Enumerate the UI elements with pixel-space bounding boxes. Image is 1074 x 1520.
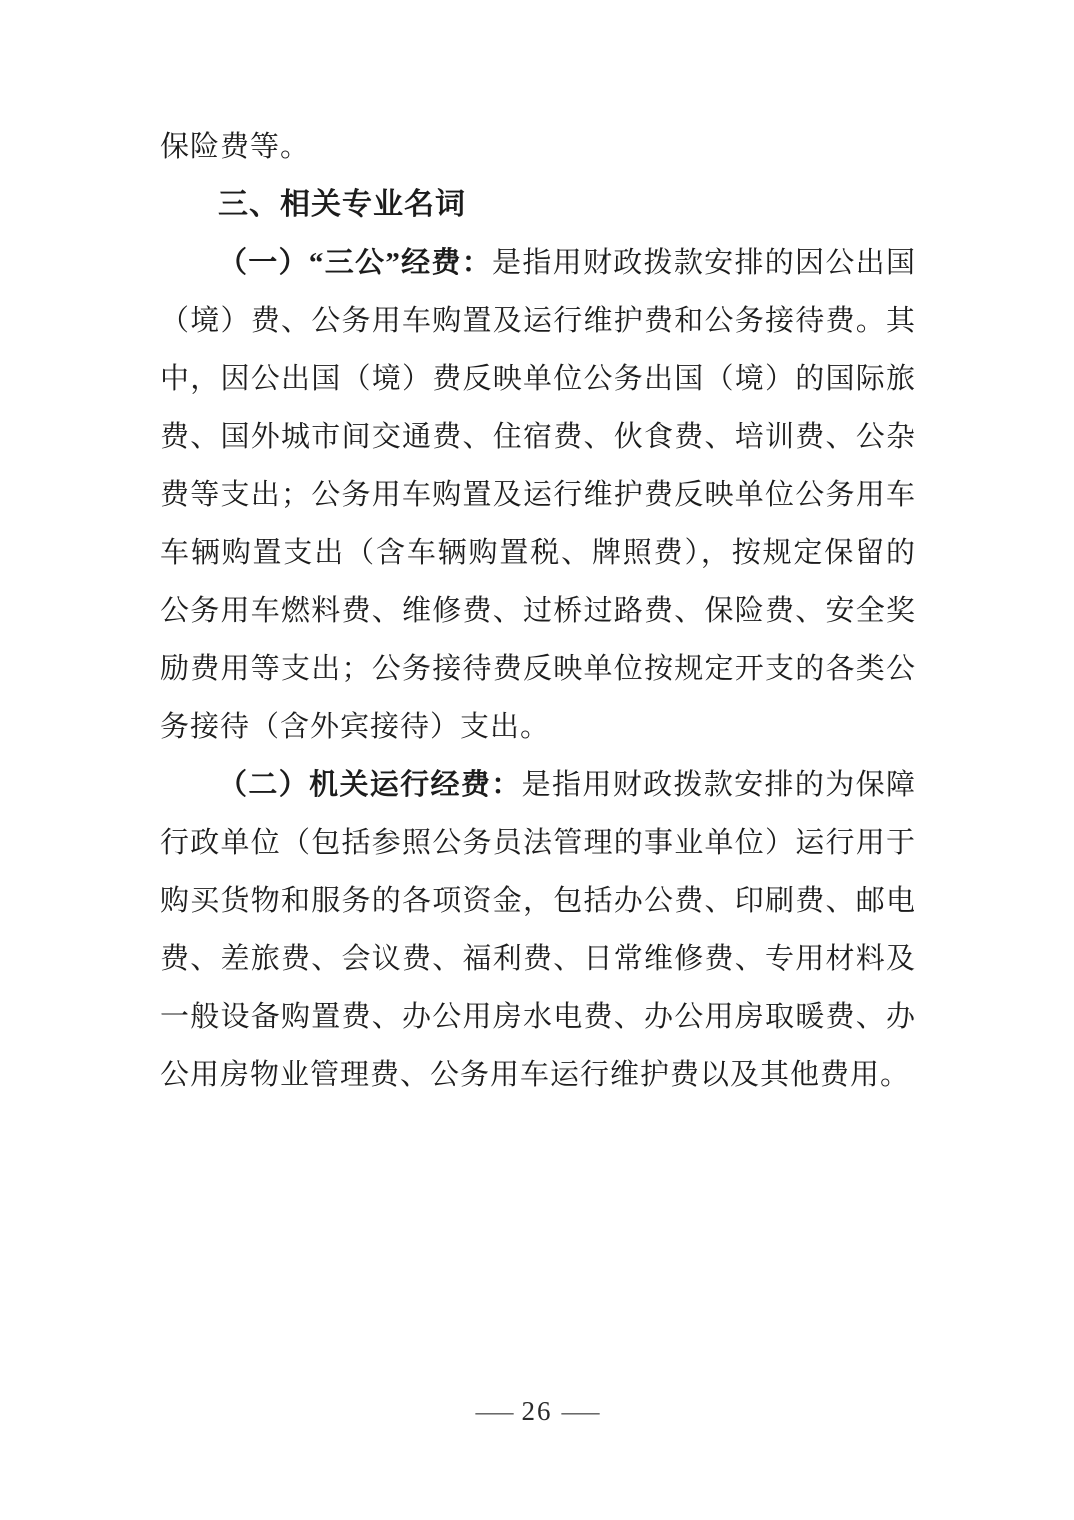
- page-number: 26: [521, 1396, 553, 1426]
- term-paragraph-jiguan: [160, 756, 916, 1104]
- term-lead-sangong: （一）“三公”经费：: [218, 247, 493, 279]
- term-body-sangong: 是指用财政拨款安排的因公出国（境）费、公务用车购置及运行维护费和公务接待费。其中，因公出国（境）费反映单位公务出国（境）的国际旅费、国外城市间交通费、住宿费、伙食费、培训费、公杂费等支出；公务用车购置及运行维护费反映单位公务用车车辆购置支出（含车辆购置税、牌照费），按规定保留的公务用车燃料费、维修费、过桥过路费、保险费、安全奖励费用等支出；公务接待费反映单位按规定开支的各类公务接待（含外宾接待）支出。: [160, 247, 916, 743]
- page-footer: [0, 1396, 1074, 1427]
- document-content: [160, 118, 916, 1104]
- section-heading: 三、相关专业名词: [218, 188, 466, 221]
- term-body-jiguan: 是指用财政拨款安排的为保障行政单位（包括参照公务员法管理的事业单位）运行用于购买货物和服务的各项资金，包括办公费、印刷费、邮电费、差旅费、会议费、福利费、日常维修费、专用材料及一般设备购置费、办公用房水电费、办公用房取暖费、办公用房物业管理费、公务用车运行维护费以及其他费用。: [160, 769, 916, 1091]
- continuation-paragraph: 保险费等。: [160, 131, 311, 163]
- term-lead-jiguan: （二）机关运行经费：: [218, 769, 522, 801]
- term-paragraph-sangong: [160, 234, 916, 756]
- footer-dash-left: —: [475, 1396, 513, 1426]
- footer-dash-right: —: [561, 1396, 599, 1426]
